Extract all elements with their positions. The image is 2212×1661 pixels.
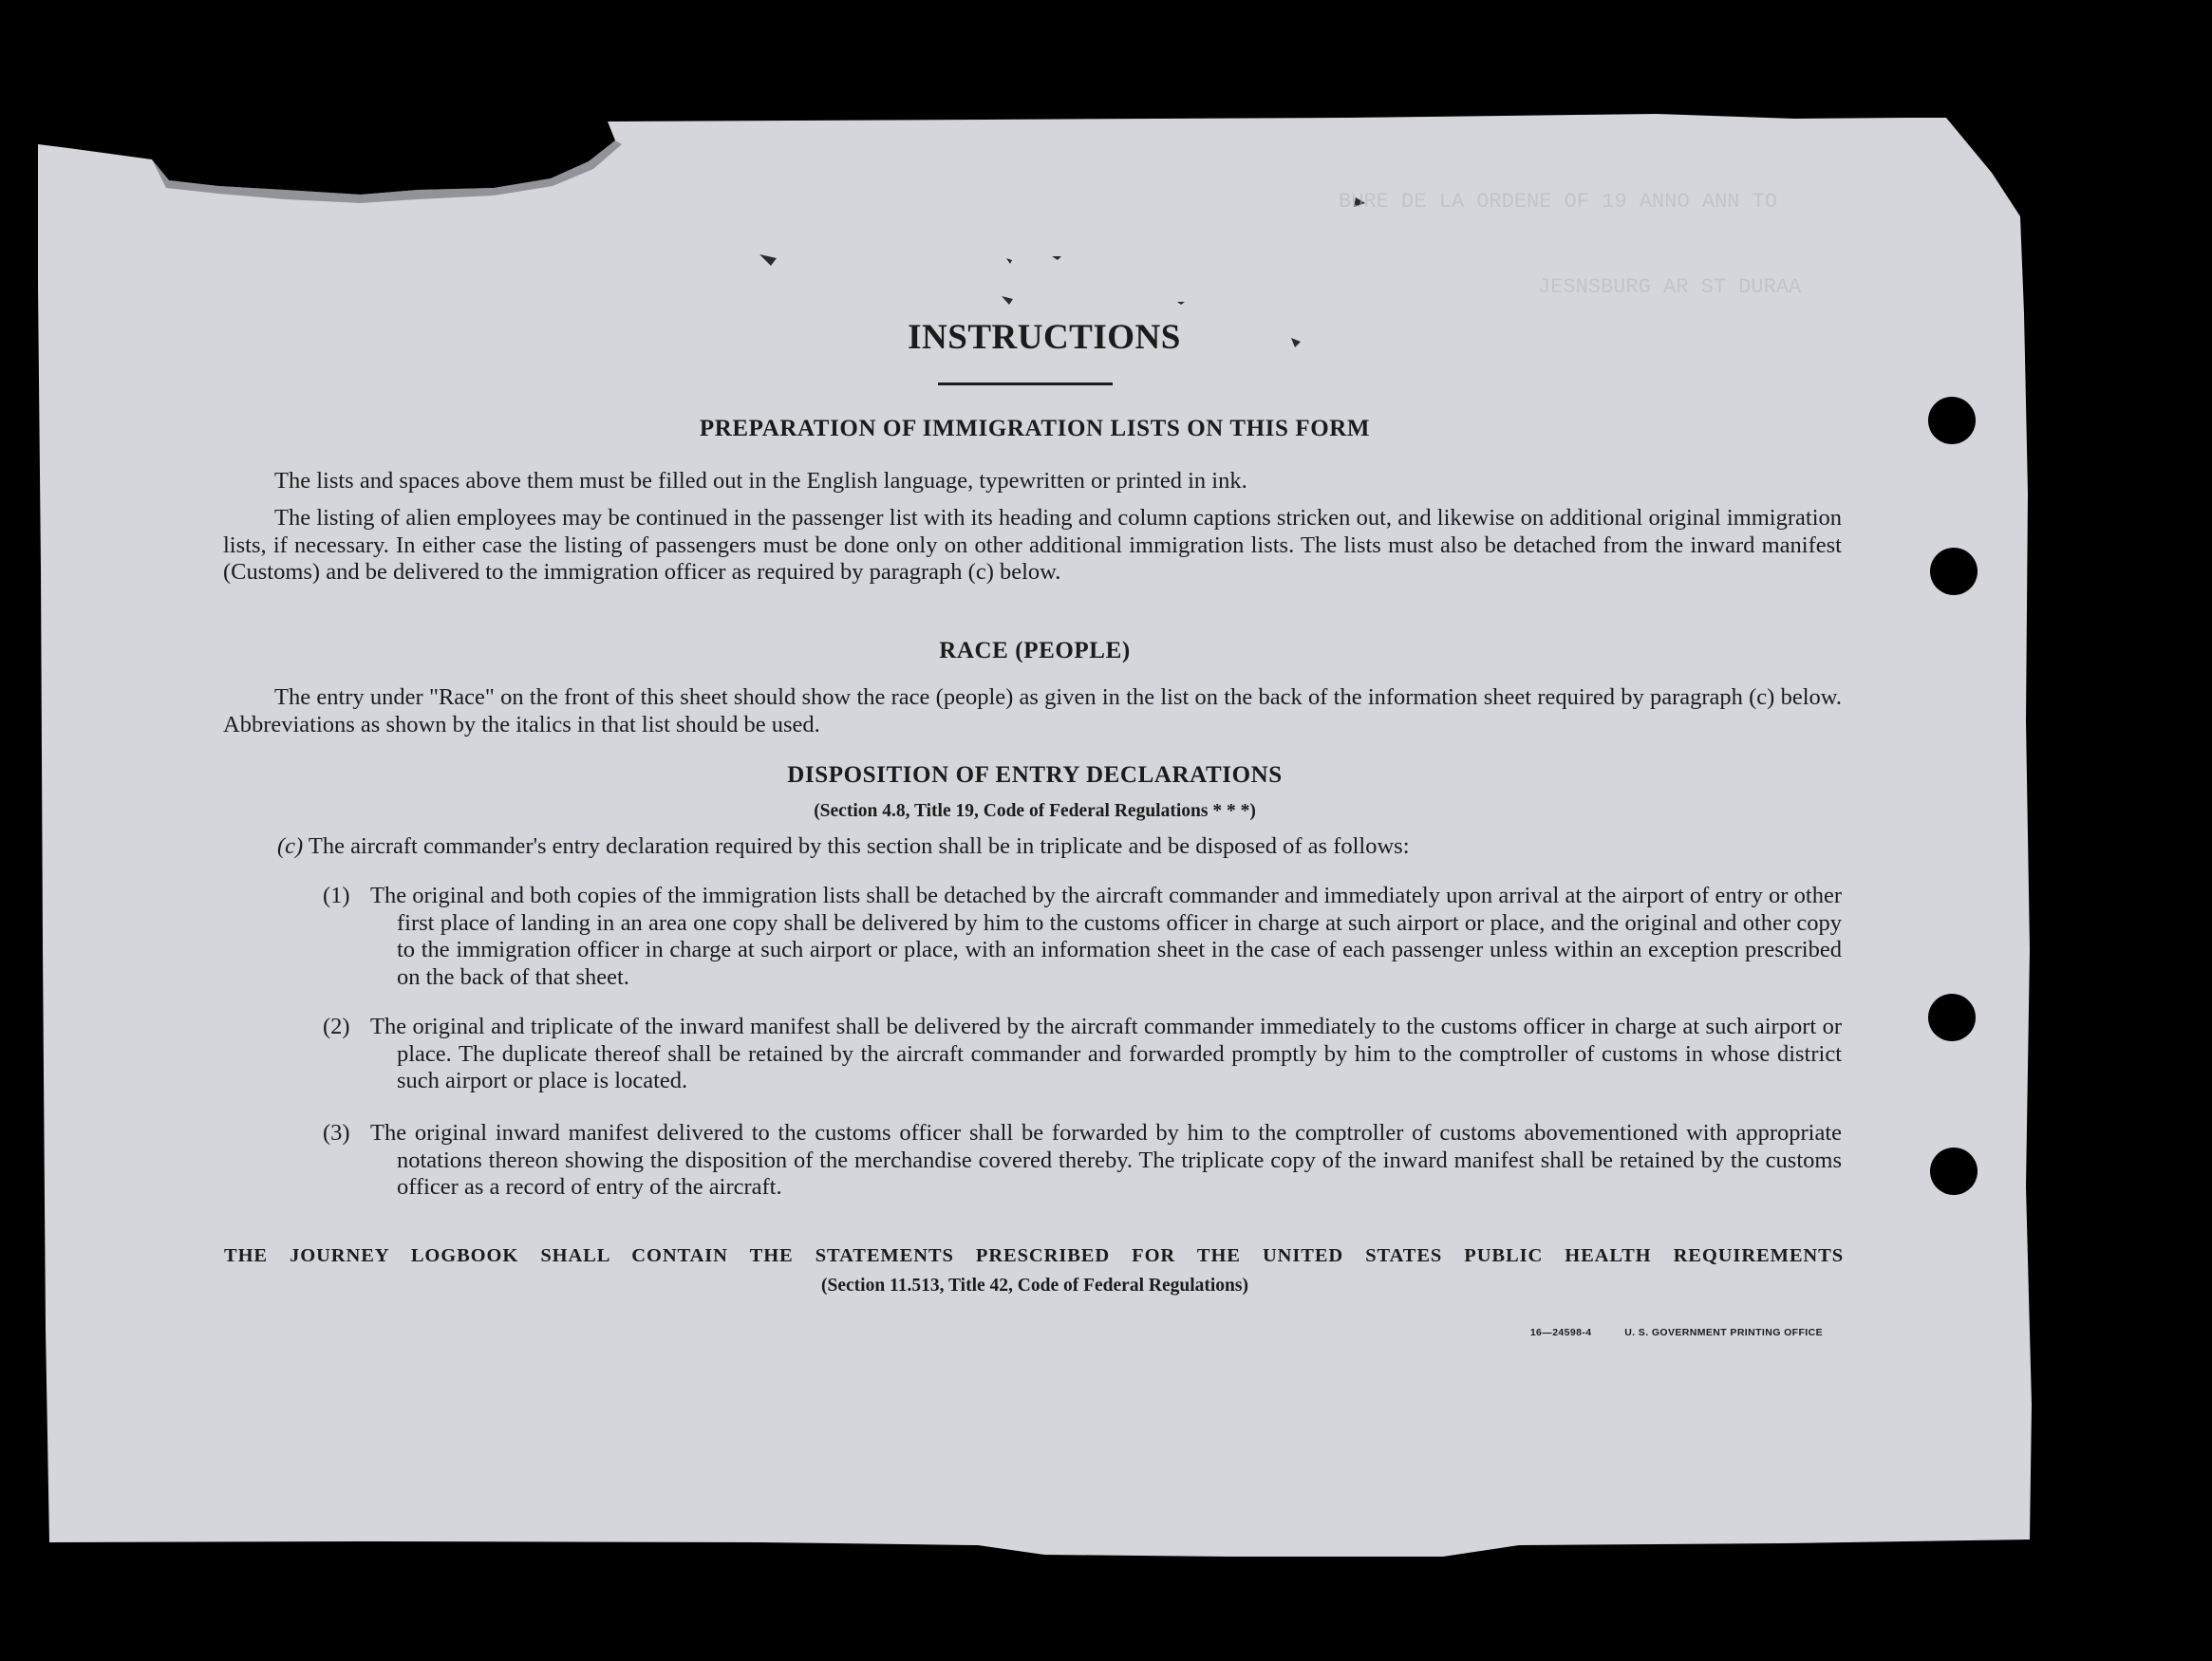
health-requirements-statement: THE JOURNEY LOGBOOK SHALL CONTAIN THE STATEMENTS PRESCRIBED FOR THE UNITED STATES PUBLIC HEALTH REQUIREMENTS (224, 1245, 1844, 1266)
section-heading-preparation: PREPARATION OF IMMIGRATION LISTS ON THIS FORM (699, 416, 1371, 441)
paragraph-c (277, 833, 1844, 861)
item-number: (1) (323, 883, 350, 908)
form-number: 16—24598-4 (1529, 1327, 1592, 1338)
bleed-through-text: JESNSBURG AR ST DURAA (1538, 275, 1802, 299)
printer-imprint (1453, 1327, 1823, 1338)
printer-name: U. S. GOVERNMENT PRINTING OFFICE (1624, 1327, 1823, 1338)
list-item (323, 883, 1842, 991)
item-number: (2) (323, 1014, 350, 1039)
title-underline (938, 383, 1113, 385)
section-heading-disposition: DISPOSITION OF ENTRY DECLARATIONS (787, 762, 1283, 788)
page-title: INSTRUCTIONS (908, 318, 1181, 357)
item-number: (3) (323, 1120, 350, 1146)
item-text: The original inward manifest delivered to the customs officer shall be forwarded by him to the comptroller of customs abovementioned with appropriate notations thereon showing the disposition of the merchandise covered thereby. The triplicate copy of the inward manifest shall be retained by the customs officer as a record of entry of the aircraft. (370, 1120, 1842, 1200)
section-heading-race: RACE (PEOPLE) (939, 638, 1131, 663)
paragraph-alien-employees: The listing of alien employees may be continued in the passenger list with its heading and column captions stricken out, and likewise on additional original immigration lists, if necessary. In either case the listing of passengers must be done only on other additional immigration lists. The lists must also be detached from the inward manifest (Customs) and be delivered to the immigration officer as required by paragraph (c) below. (223, 505, 1842, 585)
item-text: The original and triplicate of the inward manifest shall be delivered by the aircraft commander immediately to the customs officer in charge at such airport or place. The duplicate thereof shall be retained by the aircraft commander and forwarded promptly by him to the comptroller of customs in whose district such airport or place is located. (370, 1014, 1842, 1093)
paragraph-c-label: (c) (277, 833, 304, 859)
citation-title-42: (Section 11.513, Title 42, Code of Federal Regulations) (821, 1276, 1248, 1296)
list-item (323, 1014, 1842, 1095)
paragraph-race: The entry under "Race" on the front of this sheet should show the race (people) as given in the list on the back of the information sheet required by paragraph (c) below. Abbreviations as shown by the italics in that list should be used. (223, 684, 1842, 737)
paragraph-language: The lists and spaces above them must be filled out in the English language, typewritten or printed in ink. (274, 468, 1247, 494)
item-text: The original and both copies of the immigration lists shall be detached by the aircraft commander and immediately upon arrival at the airport of entry or other first place of landing in an area one copy shall be delivered by him to the customs officer in charge at such airport or place, and the original and other copy to the immigration officer in charge at such airport or place, with an information sheet in the case of each passenger unless within an exception prescribed on the back of that sheet. (370, 883, 1842, 990)
paragraph-c-text: The aircraft commander's entry declaration required by this section shall be in triplicate and be disposed of as follows: (308, 833, 1410, 859)
bleed-through-text: BURE DE LA ORDENE OF 19 ANNO ANN TO (1339, 190, 1778, 214)
list-item (323, 1120, 1842, 1202)
citation-title-19: (Section 4.8, Title 19, Code of Federal Regulations * * *) (814, 801, 1256, 821)
